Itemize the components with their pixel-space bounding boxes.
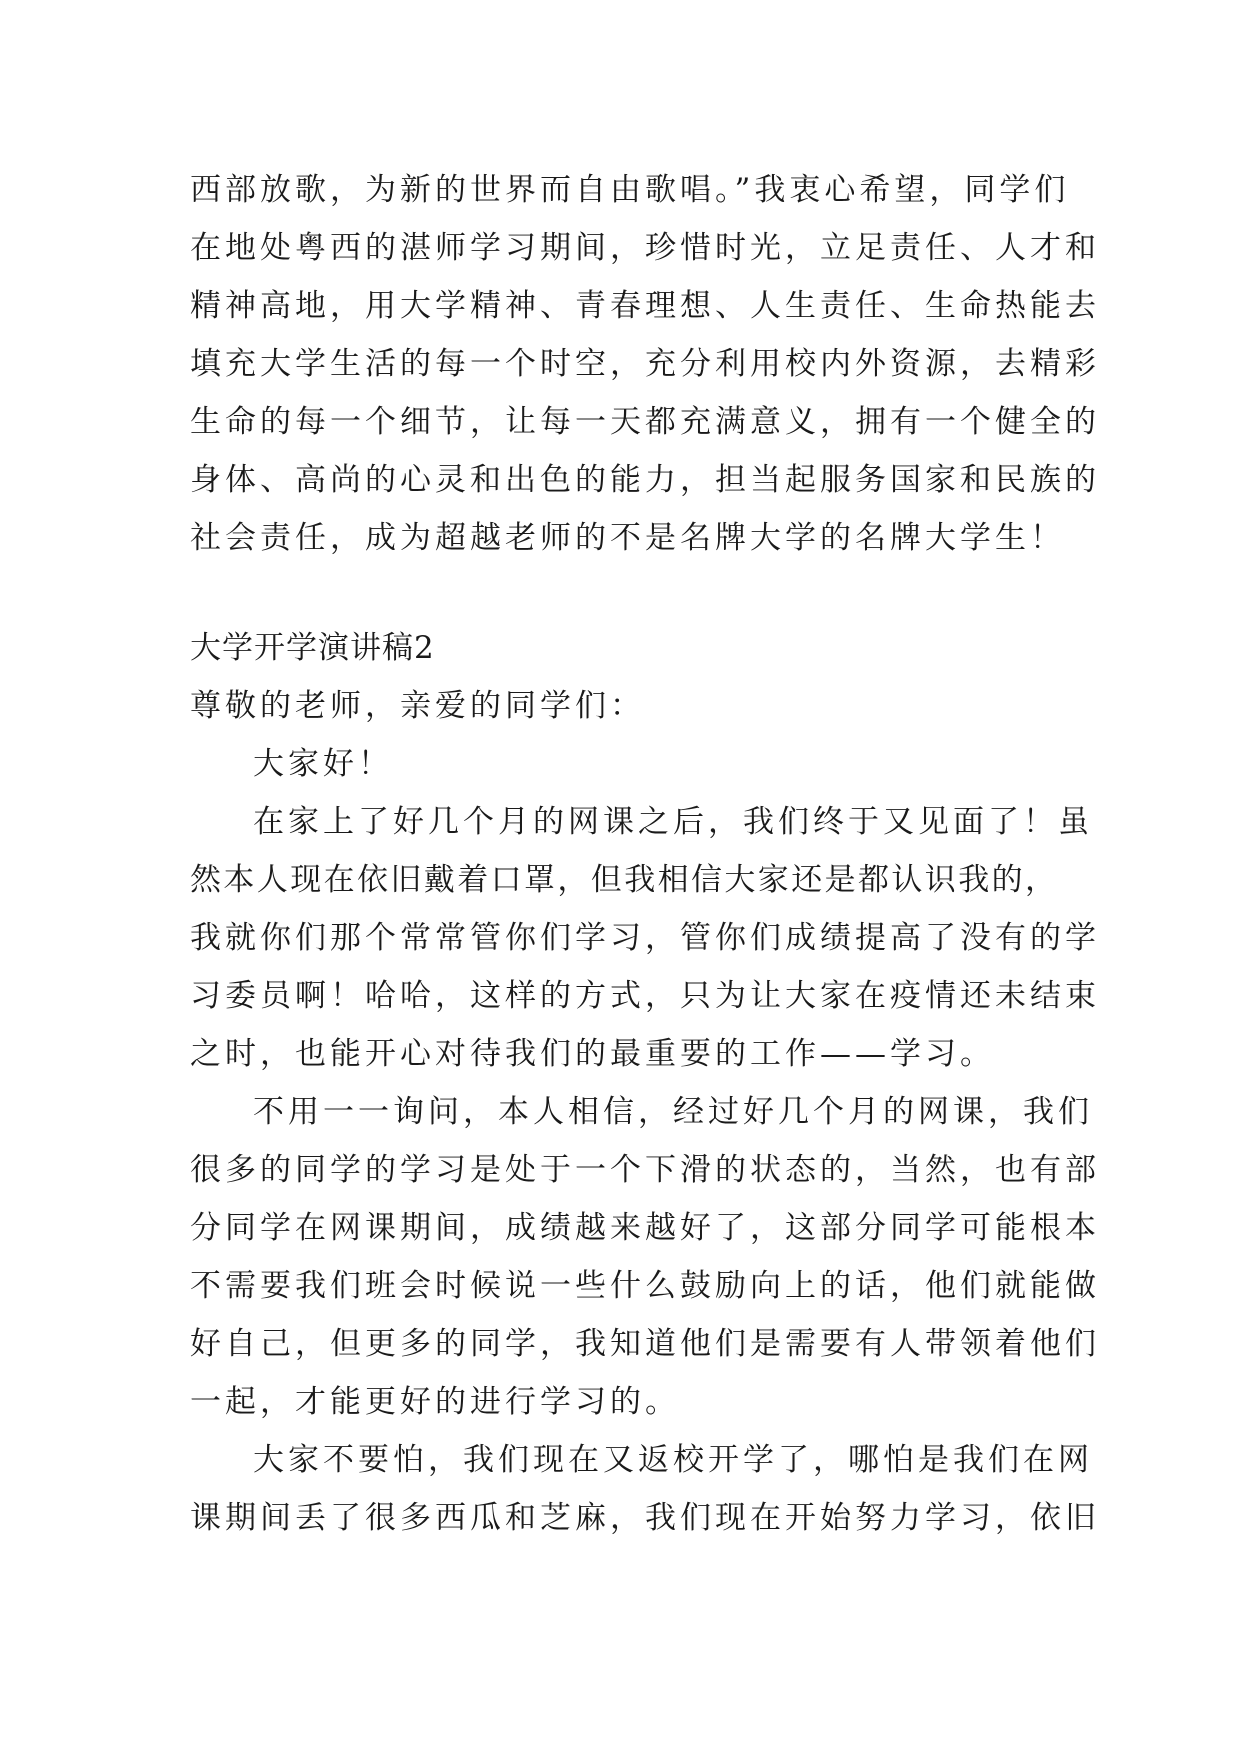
paragraph-line: 填充大学生活的每一个时空，充分利用校内外资源，去精彩 xyxy=(190,346,1100,382)
paragraph-line: 习委员啊！哈哈，这样的方式，只为让大家在疫情还未结束 xyxy=(190,978,1100,1014)
paragraph-line: 精神高地，用大学精神、青春理想、人生责任、生命热能去 xyxy=(190,288,1100,324)
paragraph-line: 社会责任，成为超越老师的不是名牌大学的名牌大学生！ xyxy=(190,520,1065,556)
paragraph-line: 身体、高尚的心灵和出色的能力，担当起服务国家和民族的 xyxy=(190,462,1100,498)
paragraph-line: 分同学在网课期间，成绩越来越好了，这部分同学可能根本 xyxy=(190,1210,1100,1246)
paragraph-line: 很多的同学的学习是处于一个下滑的状态的，当然，也有部 xyxy=(190,1152,1100,1188)
paragraph-line: 课期间丢了很多西瓜和芝麻，我们现在开始努力学习，依旧 xyxy=(190,1500,1100,1536)
greeting: 大家好！ xyxy=(253,746,393,782)
section-heading: 大学开学演讲稿2 xyxy=(190,630,435,666)
paragraph-line: 在家上了好几个月的网课之后，我们终于又见面了！虽 xyxy=(253,804,1093,840)
paragraph-line: 大家不要怕，我们现在又返校开学了，哪怕是我们在网 xyxy=(253,1442,1093,1478)
paragraph-line: 一起，才能更好的进行学习的。 xyxy=(190,1384,680,1420)
paragraph-line: 然本人现在依旧戴着口罩，但我相信大家还是都认识我的， xyxy=(190,862,1059,898)
paragraph-line: 我就你们那个常常管你们学习，管你们成绩提高了没有的学 xyxy=(190,920,1100,956)
paragraph-line: 在地处粤西的湛师学习期间，珍惜时光，立足责任、人才和 xyxy=(190,230,1100,266)
paragraph-line: 不用一一询问，本人相信，经过好几个月的网课，我们 xyxy=(253,1094,1093,1130)
paragraph-line: 之时，也能开心对待我们的最重要的工作——学习。 xyxy=(190,1036,995,1072)
paragraph-line: 生命的每一个细节，让每一天都充满意义，拥有一个健全的 xyxy=(190,404,1100,440)
paragraph-line: 西部放歌，为新的世界而自由歌唱。”我衷心希望，同学们 xyxy=(190,172,1070,208)
salutation: 尊敬的老师，亲爱的同学们： xyxy=(190,688,645,724)
paragraph-line: 不需要我们班会时候说一些什么鼓励向上的话，他们就能做 xyxy=(190,1268,1100,1304)
paragraph-line: 好自己，但更多的同学，我知道他们是需要有人带领着他们 xyxy=(190,1326,1100,1362)
